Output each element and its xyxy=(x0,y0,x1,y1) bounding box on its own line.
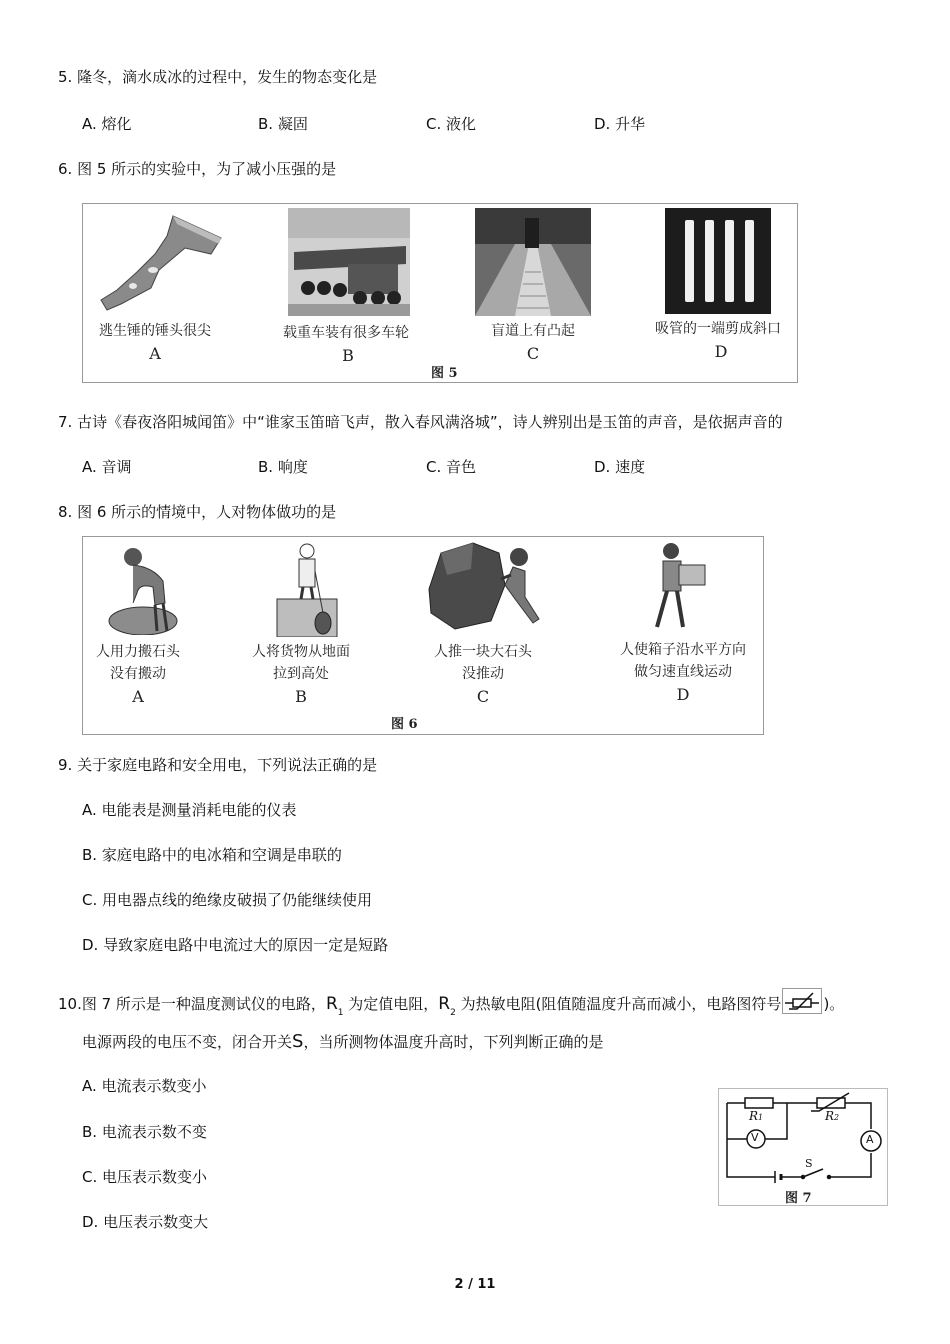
q10-switch-symbol: S xyxy=(292,1031,304,1052)
figure-7-voltmeter-label: V xyxy=(751,1131,759,1144)
figure-6-caption-c-line2: 没推动 xyxy=(462,666,504,682)
q10-text-line1 xyxy=(58,988,845,1018)
figure-7-r2-label: R2 xyxy=(825,1109,840,1123)
figure-5-letter-a: A xyxy=(149,344,161,363)
figure-6-caption-d-line2: 做匀速直线运动 xyxy=(634,664,732,680)
q10-option-a: A. 电流表示数变小 xyxy=(82,1077,207,1095)
q7-option-b: B. 响度 xyxy=(258,458,308,476)
thermistor-symbol-icon xyxy=(782,988,822,1014)
q5-option-a: A. 熔化 xyxy=(82,115,132,133)
figure-7-ammeter-label: A xyxy=(866,1133,874,1146)
q10-option-d: D. 电压表示数变大 xyxy=(82,1213,209,1231)
pushing-boulder-image xyxy=(421,539,551,635)
figure-7-title: 图 7 xyxy=(785,1191,812,1206)
figure-5-letter-d: D xyxy=(714,342,728,361)
q7-text: 7. 古诗《春夜洛阳城闻笛》中“谁家玉笛暗飞声，散入春风满洛城”，诗人辨别出是玉笛的声音，是依据声音的 xyxy=(58,413,783,431)
q10-line2-part1: 电源两段的电压不变，闭合开关 xyxy=(82,1033,293,1051)
figure-5-letter-c: C xyxy=(526,344,540,363)
straws-image xyxy=(665,208,771,314)
figure-6-caption-d-line1: 人使箱子沿水平方向 xyxy=(620,642,746,658)
q10-text-line2 xyxy=(82,1031,603,1052)
q10-r1-symbol: R xyxy=(325,994,338,1014)
figure-5-letter-b: B xyxy=(342,346,354,365)
tactile-paving-image xyxy=(475,208,591,316)
q5-text: 5. 隆冬，滴水成冰的过程中，发生的物态变化是 xyxy=(58,68,378,86)
figure-6-title: 图 6 xyxy=(391,717,418,732)
figure-6-letter-d: D xyxy=(676,685,690,704)
figure-6-caption-c-line1: 人推一块大石头 xyxy=(434,644,532,660)
figure-6-caption-b-line2: 拉到高处 xyxy=(273,666,329,682)
q6-text: 6. 图 5 所示的实验中，为了减小压强的是 xyxy=(58,160,337,178)
q8-text: 8. 图 6 所示的情境中，人对物体做功的是 xyxy=(58,503,337,521)
figure-5-caption-a: 逃生锤的锤头很尖 xyxy=(99,323,211,339)
figure-7 xyxy=(718,1088,888,1206)
q10-line1-part4: )。 xyxy=(823,995,845,1013)
q7-option-a: A. 音调 xyxy=(82,458,132,476)
q10-line1-part3: 为热敏电阻(阻值随温度升高而减小，电路图符号 xyxy=(455,995,782,1013)
q9-option-b: B. 家庭电路中的电冰箱和空调是串联的 xyxy=(82,846,342,864)
figure-5-title: 图 5 xyxy=(431,366,458,381)
figure-6-caption-a-line1: 人用力搬石头 xyxy=(96,644,180,660)
q9-text: 9. 关于家庭电路和安全用电，下列说法正确的是 xyxy=(58,756,378,774)
q5-option-d: D. 升华 xyxy=(594,115,646,133)
q9-option-d: D. 导致家庭电路中电流过大的原因一定是短路 xyxy=(82,936,389,954)
q9-option-c: C. 用电器点线的绝缘皮破损了仍能继续使用 xyxy=(82,891,373,909)
q10-line2-part2: ，当所测物体温度升高时，下列判断正确的是 xyxy=(303,1033,604,1051)
q10-r2-subscript: 2 xyxy=(450,1008,456,1018)
escape-hammer-image xyxy=(93,208,223,316)
q5-option-b: B. 凝固 xyxy=(258,115,308,133)
q7-option-d: D. 速度 xyxy=(594,458,646,476)
figure-5 xyxy=(82,203,798,383)
heavy-truck-image xyxy=(288,208,410,316)
page-number: 2 / 11 xyxy=(454,1277,496,1292)
figure-6-caption-b-line1: 人将货物从地面 xyxy=(252,644,350,660)
q10-line1-part1: 10.图 7 所示是一种温度测试仪的电路， xyxy=(58,995,326,1013)
q10-line1-part2: 为定值电阻， xyxy=(343,995,439,1013)
figure-5-caption-d: 吸管的一端剪成斜口 xyxy=(655,321,781,337)
figure-6 xyxy=(82,536,764,735)
figure-6-letter-a: A xyxy=(132,687,144,706)
figure-5-caption-b: 载重车装有很多车轮 xyxy=(283,325,409,341)
q10-r1-subscript: 1 xyxy=(337,1008,344,1018)
figure-7-r1-label: R1 xyxy=(749,1109,764,1123)
figure-5-caption-c: 盲道上有凸起 xyxy=(491,323,575,339)
figure-6-caption-a-line2: 没有搬动 xyxy=(110,666,166,682)
figure-6-letter-c: C xyxy=(476,687,490,706)
q10-r2-symbol: R xyxy=(438,994,451,1014)
lifting-stone-image xyxy=(103,543,193,635)
carrying-box-image xyxy=(643,541,723,633)
figure-6-letter-b: B xyxy=(295,687,307,706)
pulling-cargo-image xyxy=(263,541,353,637)
q7-option-c: C. 音色 xyxy=(426,458,477,476)
q10-option-b: B. 电流表示数不变 xyxy=(82,1123,207,1141)
figure-7-switch-label: S xyxy=(805,1157,813,1170)
q9-option-a: A. 电能表是测量消耗电能的仪表 xyxy=(82,801,297,819)
q5-option-c: C. 液化 xyxy=(426,115,477,133)
q10-option-c: C. 电压表示数变小 xyxy=(82,1168,208,1186)
